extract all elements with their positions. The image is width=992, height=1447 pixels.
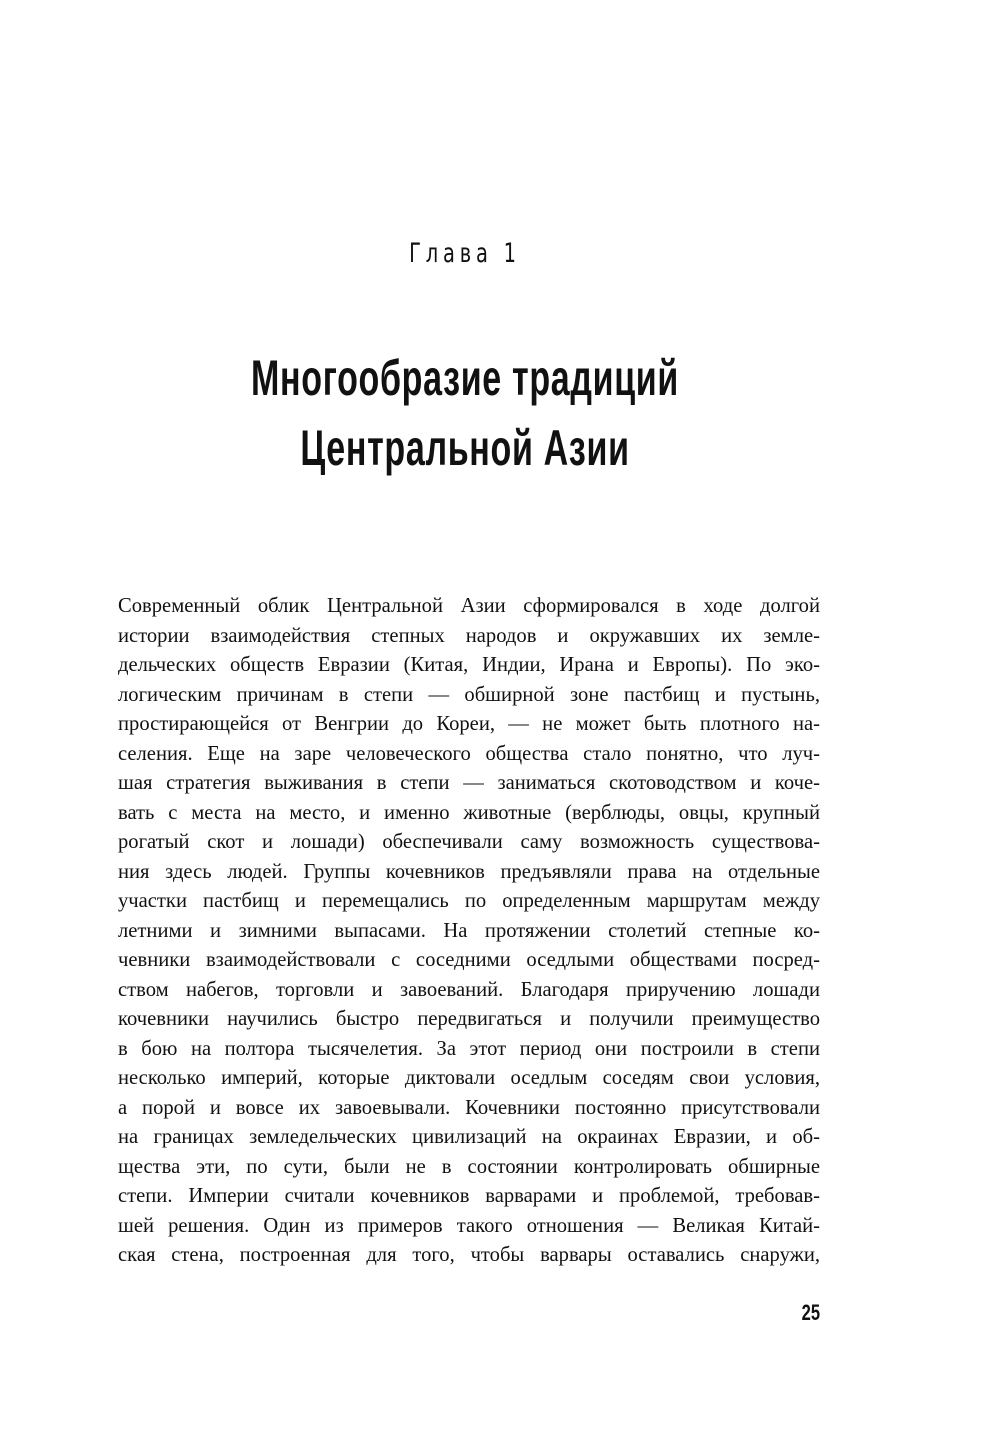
chapter-title-line: Центральной Азии: [300, 420, 630, 476]
body-line: шей решения. Один из примеров такого отношения — Великая Китай-: [118, 1214, 820, 1237]
body-line: дельческих обществ Евразии (Китая, Индии, Ирана и Европы). По эко-: [118, 654, 820, 676]
body-line: чевники взаимодействовали с соседними оседлыми обществами посред-: [118, 949, 820, 971]
body-line: рогатый скот и лошади) обеспечивали саму возможность существова-: [118, 831, 820, 853]
body-line: а порой и вовсе их завоевывали. Кочевники постоянно присутствовали: [118, 1096, 820, 1119]
body-line: ния здесь людей. Группы кочевников предъявляли права на отдельные: [118, 860, 820, 883]
page-number: 25: [801, 1300, 820, 1325]
body-line: степи. Империи считали кочевников варварами и проблемой, требовав-: [118, 1185, 820, 1207]
body-line: селения. Еще на заре человеческого общества стало понятно, что луч-: [118, 742, 820, 765]
body-line: в бою на полтора тысячелетия. За этот период они построили в степи: [118, 1037, 820, 1060]
body-line: кочевники научились быстро передвигаться и получили преимущество: [118, 1008, 820, 1030]
body-line: шая стратегия выживания в степи — заниматься скотоводством и коче-: [118, 772, 820, 794]
body-line: истории взаимодействия степных народов и окружавших их земле-: [118, 624, 820, 647]
body-line: летними и зимними выпасами. На протяжении столетий степные ко-: [118, 919, 820, 942]
body-line: простирающейся от Венгрии до Кореи, — не может быть плотного на-: [118, 713, 820, 735]
body-line: Современный облик Центральной Азии сформировался в ходе долгой: [118, 595, 820, 617]
body-line: участки пастбищ и перемещались по определенным маршрутам между: [118, 890, 820, 912]
chapter-title-line: Многообразие традиций: [251, 350, 679, 406]
body-line: несколько империй, которые диктовали оседлым соседям свои условия,: [118, 1067, 820, 1089]
chapter-title: [149, 343, 781, 483]
body-line: логическим причинам в степи — обширной зоне пастбищ и пустынь,: [118, 683, 820, 706]
body-line: ством набегов, торговли и завоеваний. Благодаря приручению лошади: [118, 978, 820, 1001]
body-text: [118, 592, 820, 1271]
body-line: ская стена, построенная для того, чтобы варвары оставались снаружи,: [118, 1244, 820, 1266]
body-line: вать с места на место, и именно животные (верблюды, овцы, крупный: [118, 801, 820, 824]
body-line: на границах земледельческих цивилизаций на окраинах Евразии, и об-: [118, 1126, 820, 1148]
body-line: щества эти, по сути, были не в состоянии контролировать обширные: [118, 1155, 820, 1178]
chapter-label: Глава 1: [409, 238, 521, 269]
